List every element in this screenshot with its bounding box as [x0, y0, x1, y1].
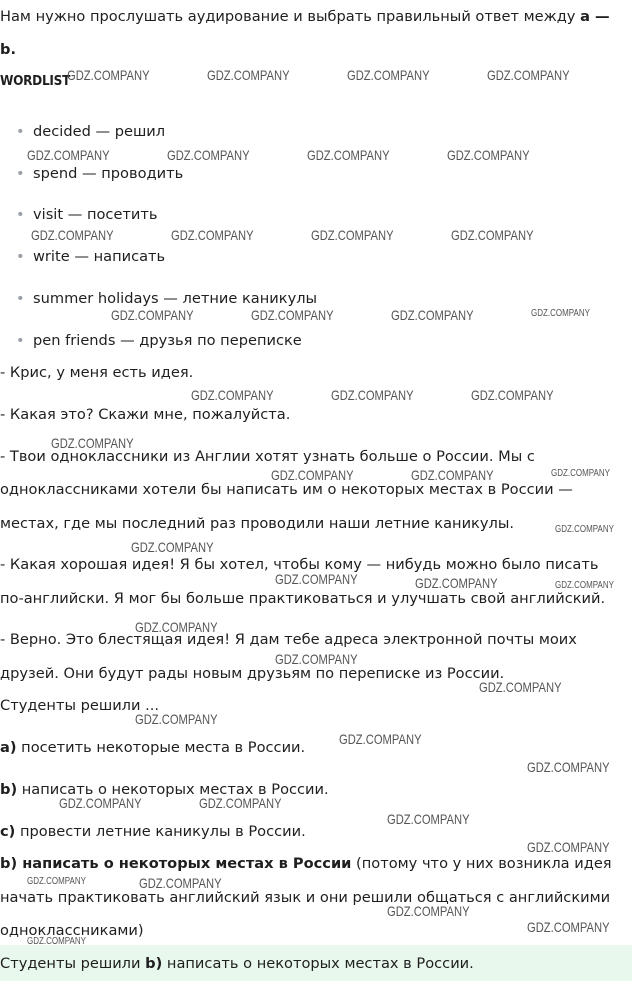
watermark: GDZ.COMPANY	[487, 67, 570, 83]
answer-line-2: начать практиковать английский язык и они решили общаться с английскими	[0, 889, 611, 906]
watermark: GDZ.COMPANY	[111, 307, 194, 323]
bullet-icon: •	[16, 290, 25, 307]
answer-line-1: b) написать о некоторых местах в России (потому что у них возникла идея	[0, 855, 612, 872]
wordlist-heading: WORDLIST	[0, 73, 71, 89]
intro-line-1	[0, 7, 610, 27]
answer-bold: b) написать о некоторых местах в России	[0, 855, 352, 872]
watermark: GDZ.COMPANY	[555, 524, 614, 535]
bullet-icon: •	[16, 123, 25, 140]
watermark: GDZ.COMPANY	[199, 795, 282, 811]
dialogue-line: друзей. Они будут рады новым друзьям по переписке из России.	[0, 665, 505, 682]
watermark: GDZ.COMPANY	[139, 875, 222, 891]
watermark: GDZ.COMPANY	[27, 876, 86, 887]
dialogue-line: - Какая это? Скажи мне, пожалуйста.	[0, 406, 291, 423]
watermark: GDZ.COMPANY	[471, 387, 554, 403]
dialogue-line: одноклассниками хотели бы написать им о некоторых местах в России —	[0, 481, 573, 498]
watermark: GDZ.COMPANY	[271, 467, 354, 483]
watermark: GDZ.COMPANY	[551, 468, 610, 479]
option-c: c) провести летние каникулы в России.	[0, 823, 306, 840]
wordlist-item: • decided — решил	[16, 123, 166, 140]
watermark: GDZ.COMPANY	[531, 308, 590, 319]
watermark: GDZ.COMPANY	[171, 227, 254, 243]
watermark: GDZ.COMPANY	[191, 387, 274, 403]
watermark: GDZ.COMPANY	[275, 651, 358, 667]
watermark: GDZ.COMPANY	[451, 227, 534, 243]
option-a: a) посетить некоторые места в России.	[0, 739, 306, 756]
dialogue-line: - Твои одноклассники из Англии хотят узнать больше о России. Мы с	[0, 448, 535, 465]
dialogue-line: местах, где мы последний раз проводили наши летние каникулы.	[0, 515, 514, 532]
intro-option-a: a —	[580, 8, 610, 25]
wordlist-item: • spend — проводить	[16, 165, 184, 182]
watermark: GDZ.COMPANY	[347, 67, 430, 83]
intro-option-b: b.	[0, 41, 16, 58]
watermark: GDZ.COMPANY	[27, 936, 86, 947]
bullet-icon: •	[16, 248, 25, 265]
watermark: GDZ.COMPANY	[51, 435, 134, 451]
wordlist-item: • summer holidays — летние каникулы	[16, 290, 318, 307]
watermark: GDZ.COMPANY	[479, 679, 562, 695]
watermark: GDZ.COMPANY	[31, 227, 114, 243]
dialogue-line: - Какая хорошая идея! Я бы хотел, чтобы кому — нибудь можно было писать	[0, 556, 599, 573]
watermark: GDZ.COMPANY	[391, 307, 474, 323]
watermark: GDZ.COMPANY	[131, 539, 214, 555]
wordlist-item: • write — написать	[16, 248, 166, 265]
watermark: GDZ.COMPANY	[527, 839, 610, 855]
dialogue-line: - Верно. Это блестящая идея! Я дам тебе адреса электронной почты моих	[0, 631, 577, 648]
watermark: GDZ.COMPANY	[387, 903, 470, 919]
watermark: GDZ.COMPANY	[555, 580, 614, 591]
watermark: GDZ.COMPANY	[135, 711, 218, 727]
bullet-icon: •	[16, 206, 25, 223]
question: Студенты решили ...	[0, 697, 160, 714]
watermark: GDZ.COMPANY	[59, 795, 142, 811]
wordlist-item: • visit — посетить	[16, 206, 158, 223]
watermark: GDZ.COMPANY	[311, 227, 394, 243]
bullet-icon: •	[16, 165, 25, 182]
watermark: GDZ.COMPANY	[135, 619, 218, 635]
watermark: GDZ.COMPANY	[167, 147, 250, 163]
intro-text: Нам нужно прослушать аудирование и выбрать правильный ответ между	[0, 8, 581, 25]
dialogue-line: - Крис, у меня есть идея.	[0, 364, 194, 381]
watermark: GDZ.COMPANY	[527, 919, 610, 935]
watermark: GDZ.COMPANY	[339, 731, 422, 747]
result-text: Студенты решили b) написать о некоторых местах в России.	[0, 955, 474, 972]
watermark: GDZ.COMPANY	[415, 575, 498, 591]
option-b: b) написать о некоторых местах в России.	[0, 781, 329, 798]
answer-line-3: одноклассниками)	[0, 922, 144, 939]
result-box	[0, 945, 632, 981]
watermark: GDZ.COMPANY	[27, 147, 110, 163]
watermark: GDZ.COMPANY	[447, 147, 530, 163]
watermark: GDZ.COMPANY	[307, 147, 390, 163]
watermark: GDZ.COMPANY	[387, 811, 470, 827]
bullet-icon: •	[16, 332, 25, 349]
watermark: GDZ.COMPANY	[411, 467, 494, 483]
watermark: GDZ.COMPANY	[251, 307, 334, 323]
dialogue-line: по-английски. Я мог бы больше практиковаться и улучшать свой английский.	[0, 590, 606, 607]
watermark: GDZ.COMPANY	[67, 67, 150, 83]
wordlist-item: • pen friends — друзья по переписке	[16, 332, 302, 349]
watermark: GDZ.COMPANY	[527, 759, 610, 775]
watermark: GDZ.COMPANY	[275, 571, 358, 587]
watermark: GDZ.COMPANY	[207, 67, 290, 83]
intro-line-2	[0, 40, 16, 60]
watermark: GDZ.COMPANY	[331, 387, 414, 403]
